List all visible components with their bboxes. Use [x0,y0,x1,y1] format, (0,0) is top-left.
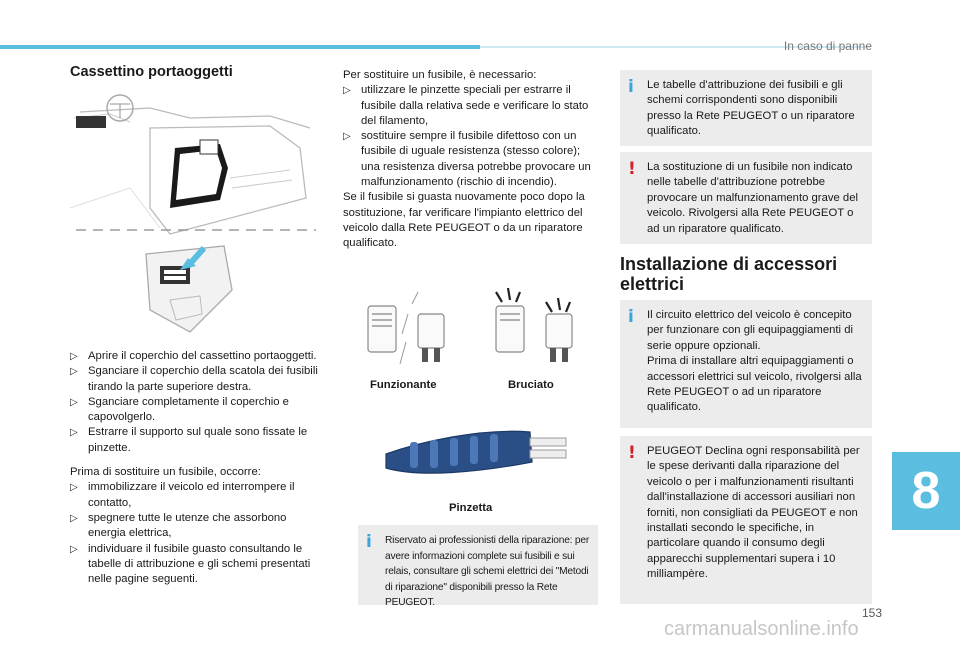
square-arrow-bullet-icon: ▷ [70,427,78,439]
list-item: ▷ utilizzare le pinzette speciali per estrarre il fusibile dalla relativa sede e verificare lo stato del filamento, [343,84,589,127]
tweezers-illustration [380,418,580,488]
square-arrow-bullet-icon: ▷ [70,512,78,524]
note-fuse-warning: ! La sostituzione di un fusibile non indicato nelle tabelle d'attribuzione potrebbe provocare un malfunzionamento grave del veicolo. Rivolgersi alla Rete PEUGEOT o ad un riparatore qualificato. [620,152,872,244]
square-arrow-bullet-icon: ▷ [343,131,351,143]
glovebox-steps [70,349,322,587]
watermark: carmanualsonline.info [664,618,859,640]
square-arrow-bullet-icon: ▷ [343,85,351,97]
list-item: ▷ Sganciare completamente il coperchio e capovolgerlo. [70,395,289,424]
fusebox-illustration [140,240,250,340]
square-arrow-bullet-icon: ▷ [70,543,78,555]
list-item: ▷ individuare il fusibile guasto consultando le tabelle di attribuzione e gli schemi presentati nelle pagine seguenti. [70,542,311,586]
list-item: ▷ immobilizzare il veicolo ed interrompere il contatto, [70,481,295,509]
top-accent-bar [0,45,480,49]
dashed-divider [76,227,316,233]
note-professional-info: i Riservato ai professionisti della riparazione: per avere informazioni complete sui fusibili e sui relais, consultare gli schemi elettrici dei "Metodi di riparazione" disponibili presso la Rete PEUGEOT. [358,525,598,605]
square-arrow-bullet-icon: ▷ [70,396,78,408]
label-burnt: Bruciato [508,379,554,391]
accessories-heading: Installazione di accessori elettrici [620,254,838,294]
warning-icon: ! [628,443,636,463]
list-item: ▷ sostituire sempre il fusibile difettoso con un fusibile di uguale resistenza (stesso colore); una resistenza diversa potrebbe provocare un malfunzionamento (rischio di incendio). [343,130,591,189]
list-item: ▷ Sganciare il coperchio della scatola dei fusibili tirando la parte superiore destra. [70,365,318,393]
warning-icon: ! [628,159,636,179]
fuses-illustration [360,284,590,374]
fuse-after-text: Se il fusibile si guasta nuovamente poco dopo la sostituzione, far verificare l'impianto elettrico del veicolo dalla Rete PEUGEOT o da un riparatore qualificato. [343,191,585,250]
info-icon: i [628,307,634,327]
glovebox-heading: Cassettino portaoggetti [70,64,233,80]
chapter-title: In caso di panne [783,39,872,53]
note-liability-warning: ! PEUGEOT Declina ogni responsabilità per le spese derivanti dalla riparazione del veicolo o per i malfunzionamenti risultanti dall'installazione di accessori ausiliari non forniti, non consigliati da PEUGEOT e non installati secondo le specifiche, in particolare quando il consumo degli apparecchi supplementari supera i 10 milliampère. [620,436,872,604]
fuse-replace-intro: Per sostituire un fusibile, è necessario: [343,69,537,81]
replace-intro: Prima di sostituire un fusibile, occorre: [70,466,261,479]
chapter-tab: 8 [892,452,960,530]
square-arrow-bullet-icon: ▷ [70,482,78,494]
note-electrical-info: i Il circuito elettrico del veicolo è concepito per funzionare con gli equipaggiamenti di serie oppure opzionali. Prima di installare altri equipaggiamenti o accessori elettrici sul veicolo, rivolgersi alla Rete PEUGEOT o ad un riparatore qualificato. [620,300,872,428]
list-item: ▷ Estrarre il supporto sul quale sono fissate le pinzette. [70,426,308,454]
glovebox-illustration [70,88,320,236]
note-tables-info: i Le tabelle d'attribuzione dei fusibili e gli schemi corrispondenti sono disponibili presso la Rete PEUGEOT o un riparatore qualificato. [620,70,872,146]
list-item: ▷ Aprire il coperchio del cassettino portaoggetti. [70,349,322,364]
fuse-replace-text [343,68,601,252]
info-icon: i [628,77,634,97]
label-working: Funzionante [370,379,437,391]
square-arrow-bullet-icon: ▷ [70,366,78,378]
list-item: ▷ spegnere tutte le utenze che assorbono energia elettrica, [70,511,287,540]
label-tweezers: Pinzetta [449,502,493,514]
page-number: 153 [862,606,883,620]
square-arrow-bullet-icon: ▷ [70,351,78,362]
info-icon: i [366,532,372,552]
